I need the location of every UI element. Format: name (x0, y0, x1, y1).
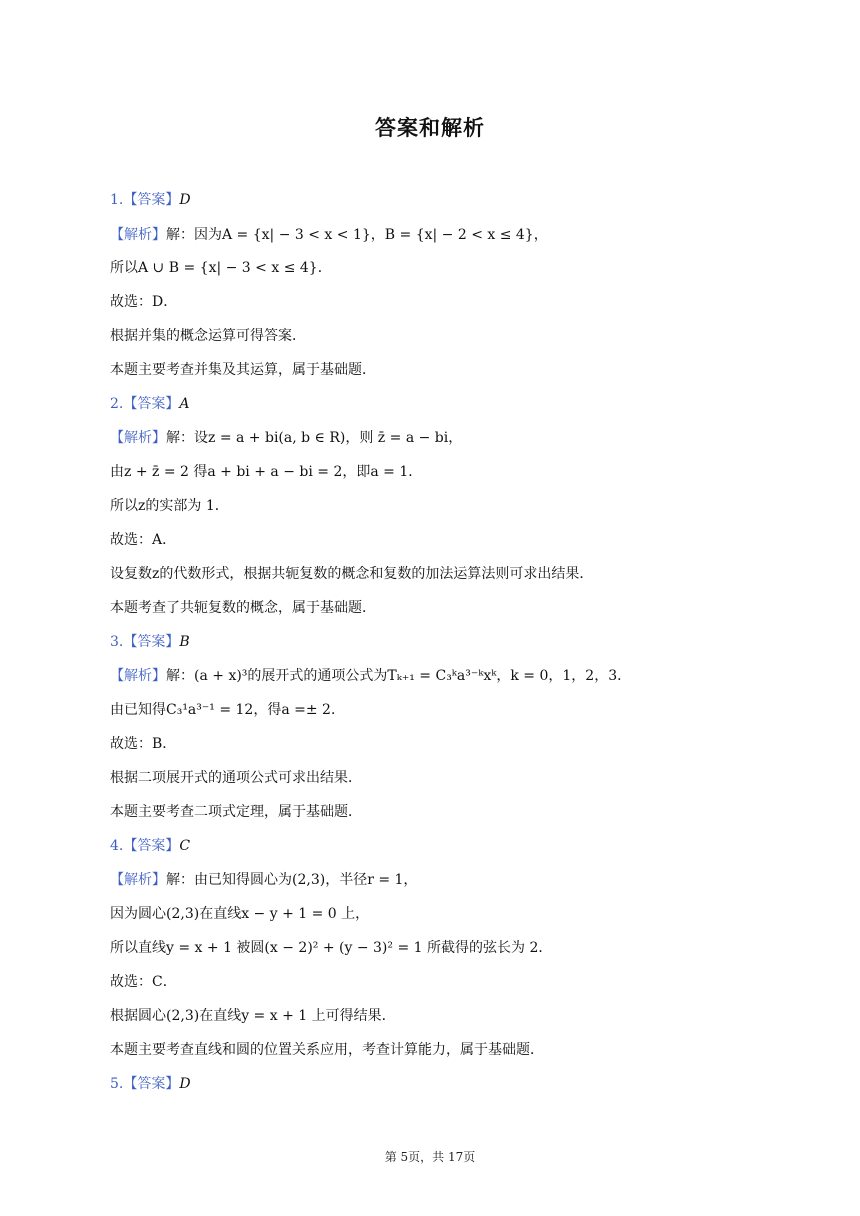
answer-choice: D (179, 1076, 191, 1092)
analysis-label: 【解析】 (110, 430, 166, 446)
analysis-line (110, 428, 462, 448)
text-line (110, 462, 422, 482)
line-text: 故选：C． (110, 974, 177, 990)
text-line (110, 360, 376, 380)
line-text: 因为圆心(2,3)在直线x − y + 1 = 0 上， (110, 906, 370, 922)
line-text: 设复数z的代数形式，根据共轭复数的概念和复数的加法运算法则可求出结果． (110, 566, 594, 582)
text-line (110, 292, 177, 312)
line-text: 解：由已知得圆心为(2,3)，半径r = 1， (166, 872, 418, 888)
line-text: 根据圆心(2,3)在直线y = x + 1 上可得结果． (110, 1008, 396, 1024)
answer-choice: B (179, 634, 190, 650)
text-line (110, 734, 176, 754)
line-text: 所以A ∪ B = {x| − 3 < x ≤ 4}． (110, 260, 332, 276)
line-text: 解：设z = a + bi(a, b ∈ R)，则 z̄ = a − bi， (166, 430, 463, 446)
analysis-label: 【解析】 (110, 872, 166, 888)
answer-choice: A (179, 396, 190, 412)
line-text: 本题主要考查并集及其运算，属于基础题． (110, 362, 376, 378)
line-text: 故选：A． (110, 532, 177, 548)
text-line (110, 1040, 544, 1060)
answer-label: 5.【答案】 (110, 1076, 180, 1092)
line-text: 解：(a + x)³的展开式的通项公式为Tₖ₊₁ = C₃ᵏa³⁻ᵏxᵏ，k = 0，1，2，3． (166, 668, 632, 684)
line-text: 由z + z̄ = 2 得a + bi + a − bi = 2，即a = 1． (110, 464, 423, 480)
line-text: 故选：D． (110, 294, 178, 310)
line-text: 所以直线y = x + 1 被圆(x − 2)² + (y − 3)² = 1 所截得的弦长为 2． (110, 940, 553, 956)
line-text: 根据二项展开式的通项公式可求出结果． (110, 770, 362, 786)
line-text: 根据并集的概念运算可得答案． (110, 328, 306, 344)
text-line (110, 1006, 396, 1026)
answer-line (110, 1074, 191, 1094)
line-text: 本题主要考查直线和圆的位置关系应用，考查计算能力，属于基础题． (110, 1042, 544, 1058)
text-line (110, 530, 176, 550)
line-text: 本题考查了共轭复数的概念，属于基础题． (110, 600, 376, 616)
text-line (110, 496, 229, 516)
analysis-line (110, 870, 417, 890)
line-text: 解：因为A = {x| − 3 < x < 1}，B = {x| − 2 < x ≤ 4}， (166, 227, 548, 243)
text-line (110, 598, 376, 618)
page-title: 答案和解析 (375, 116, 485, 140)
page-footer: 第 5页，共 17页 (384, 1150, 476, 1164)
text-line (110, 972, 177, 992)
text-line (110, 326, 306, 346)
text-line (110, 938, 552, 958)
answer-label: 4.【答案】 (110, 838, 180, 854)
answer-choice: D (179, 192, 191, 208)
answer-line (110, 632, 190, 652)
analysis-label: 【解析】 (110, 227, 166, 243)
text-line (110, 700, 345, 720)
line-text: 本题主要考查二项式定理，属于基础题． (110, 804, 362, 820)
line-text: 由已知得C₃¹a³⁻¹ = 12，得a =± 2． (110, 702, 345, 718)
text-line (110, 802, 362, 822)
answer-choice: C (179, 838, 191, 854)
answer-label: 2.【答案】 (110, 396, 180, 412)
text-line (110, 564, 593, 584)
analysis-line (110, 225, 548, 245)
answer-label: 3.【答案】 (110, 634, 180, 650)
line-text: 故选：B． (110, 736, 177, 752)
line-text: 所以z的实部为 1． (110, 498, 229, 514)
text-line (110, 258, 332, 278)
analysis-line (110, 666, 631, 686)
answer-line (110, 836, 190, 856)
answer-line (110, 394, 189, 414)
answer-label: 1.【答案】 (110, 192, 180, 208)
text-line (110, 768, 362, 788)
analysis-label: 【解析】 (110, 668, 166, 684)
answer-line (110, 190, 191, 210)
text-line (110, 904, 369, 924)
